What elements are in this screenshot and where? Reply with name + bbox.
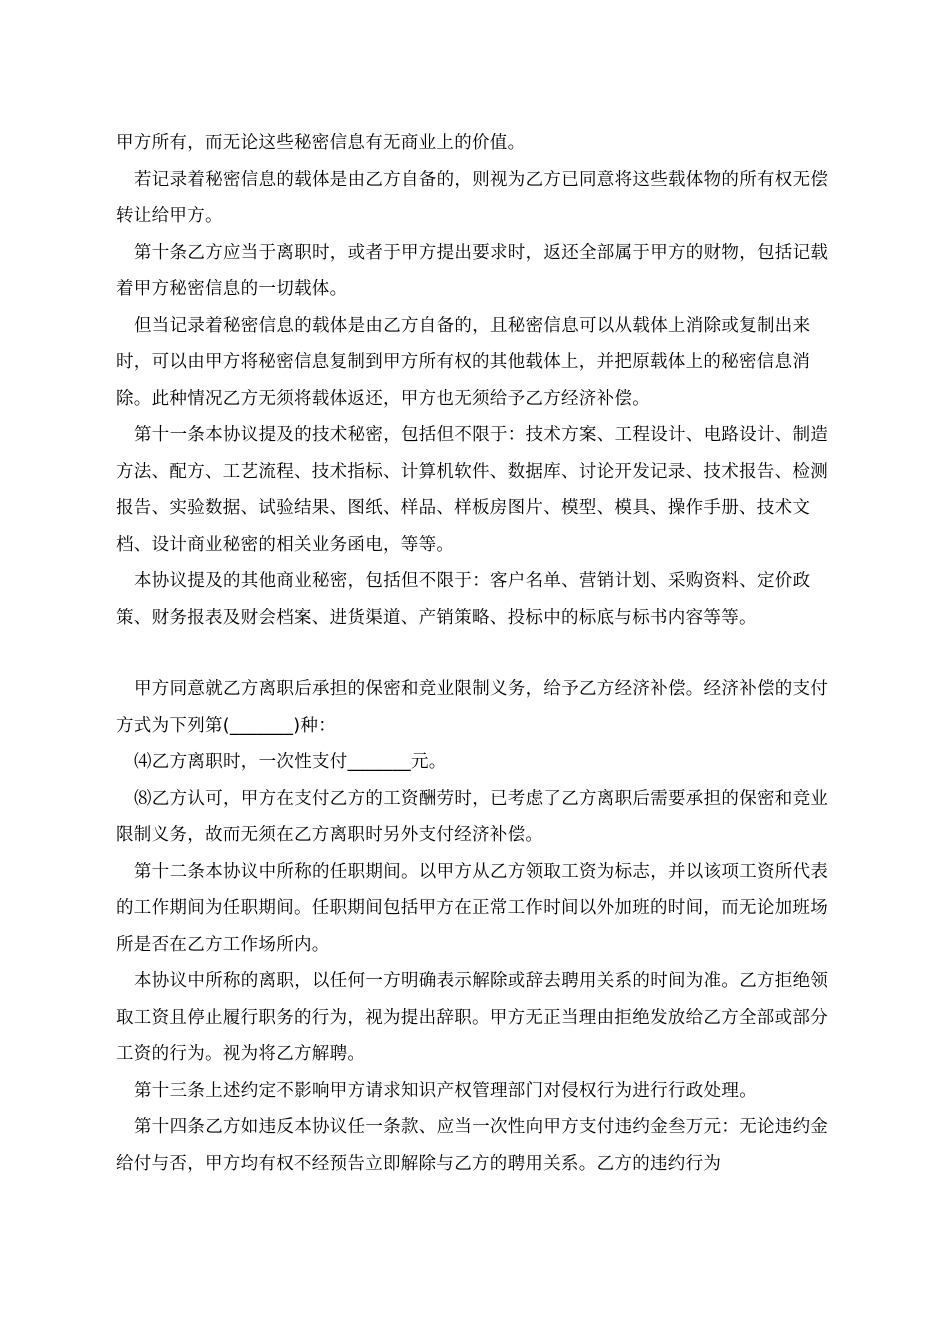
paragraph: 但当记录着秘密信息的载体是由乙方自备的，且秘密信息可以从载体上消除或复制出来时，可以由甲方将秘密信息复制到甲方所有权的其他载体上，并把原载体上的秘密信息消除。此种情况乙方无须将载体返还，甲方也无须给予乙方经济补偿。 [116,315,811,409]
paragraph-gap [116,636,844,671]
paragraph: 第十四条乙方如违反本协议任一条款、应当一次性向甲方支付违约金叁万元：无论违约金给付与否，甲方均有权不经预告立即解除与乙方的聘用关系。乙方的违约行为 [116,1117,829,1174]
paragraph: 第十一条本协议提及的技术秘密，包括但不限于：技术方案、工程设计、电路设计、制造方法、配方、工艺流程、技术指标、计算机软件、数据库、讨论开发记录、技术报告、检测报告、实验数据、试验结果、图纸、样品、样板房图片、模型、模具、操作手册、技术文档、设计商业秘密的相关业务函电，等等。 [116,425,829,555]
paragraph: 甲方同意就乙方离职后承担的保密和竞业限制义务，给予乙方经济补偿。经济补偿的支付方式为下列第(_______)种： [116,679,829,736]
paragraph: 若记录着秘密信息的载体是由乙方自备的，则视为乙方已同意将这些载体物的所有权无偿转让给甲方。 [116,169,829,226]
paragraph: 本协议提及的其他商业秘密，包括但不限于：客户名单、营销计划、采购资料、定价政策、财务报表及财会档案、进货渠道、产销策略、投标中的标底与标书内容等等。 [116,571,811,628]
option-a: ⑷乙方离职时，一次性支付_______元。 [134,752,447,772]
paragraph: 第十三条上述约定不影响甲方请求知识产权管理部门对侵权行为进行行政处理。 [134,1080,757,1101]
paragraph: 第十条乙方应当于离职时，或者于甲方提出要求时，返还全部属于甲方的财物，包括记载着甲方秘密信息的一切载体。 [116,242,829,299]
document-body [116,125,844,1182]
paragraph: 第十二条本协议中所称的任职期间。以甲方从乙方领取工资为标志，并以该项工资所代表的工作期间为任职期间。任职期间包括甲方在正常工作时间以外加班的时间，而无论加班场所是否在乙方工作场所内。 [116,861,829,955]
paragraph: 本协议中所称的离职，以任何一方明确表示解除或辞去聘用关系的时间为准。乙方拒绝领取工资且停止履行职务的行为，视为提出辞职。甲方无正当理由拒绝发放给乙方全部或部分工资的行为。视为将乙方解聘。 [116,971,829,1064]
paragraph: 甲方所有，而无论这些秘密信息有无商业上的价值。 [116,133,526,153]
option-b: ⑻乙方认可，甲方在支付乙方的工资酬劳时，已考虑了乙方离职后需要承担的保密和竞业限制义务，故而无须在乙方离职时另外支付经济补偿。 [116,788,829,845]
